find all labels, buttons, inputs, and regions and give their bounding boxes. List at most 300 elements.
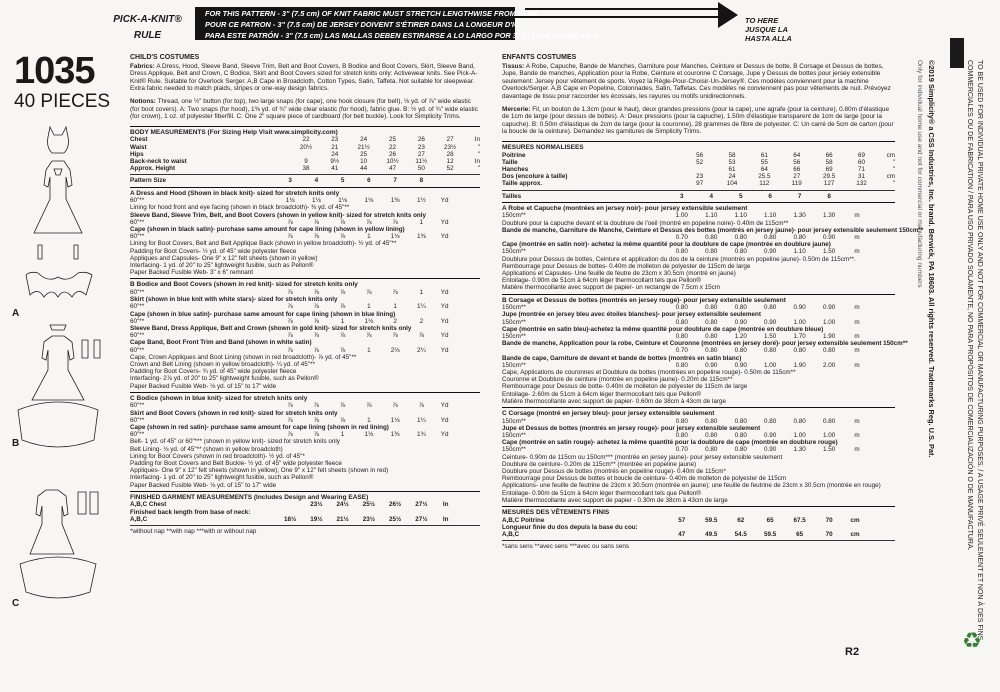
row-value: ⅞ xyxy=(339,218,346,226)
row-label: 60"** xyxy=(130,332,145,340)
row-value: ⅞ xyxy=(313,218,319,226)
english-a-text6: Appliques and Capsules- One 9" x 12" felt sheets (shown in yellow) xyxy=(130,254,318,262)
french-b-text3: Bande de manche, Application pour la robe, Ceinture et Couronne (montrées en jersey doré)- pour jersey extensible seulement 150cm** xyxy=(502,340,908,348)
english-column xyxy=(130,54,480,535)
row-value: ⅞ xyxy=(339,416,346,424)
row-value: 1⅛ xyxy=(311,197,321,205)
measurement-value: 22 xyxy=(302,136,310,144)
french-a-text3: Cape (montrée en satin noir)- achetez la même quantité pour la doublure de cape (montrée en doublure jaune) xyxy=(502,241,831,249)
french-size-row xyxy=(502,193,895,200)
row-value: ⅞ xyxy=(287,332,293,340)
row-value: 0.80 xyxy=(675,248,688,256)
english-title: CHILD'S COSTUMES xyxy=(130,54,200,61)
measurement-value: 29.5 xyxy=(822,173,836,181)
measurement-value: 52 xyxy=(696,158,704,166)
english-c-text3: Belt- 1 yd. of 45" or 60"*** (shown in yellow knit)- sized for stretch knits only xyxy=(130,438,340,446)
row-value: 0.90 xyxy=(822,233,836,241)
piece-count: 40 PIECES xyxy=(14,91,111,112)
view-b-illustration xyxy=(8,320,108,460)
legal-use-en: TO BE USED FOR INDIVIDUAL PRIVATE HOME USE ONLY AND NOT FOR COMMERCIAL OR MANUFACTURING PURPOSES. / A USAGE PRIVÉ SEULEMENT ET NON À DES FINS xyxy=(976,60,983,641)
row-value: ⅞ xyxy=(339,346,346,354)
measurement-label: Hips xyxy=(130,150,144,158)
french-c-line1 xyxy=(502,418,895,425)
stretch-arrow-line xyxy=(515,16,720,30)
row-value: ⅞ xyxy=(313,233,319,241)
measurement-value: 23 xyxy=(331,136,339,144)
english-footnote: *without nap **with nap ***with or without nap xyxy=(130,528,257,536)
measurement-value: 27 xyxy=(417,150,425,158)
row-value: 0.80 xyxy=(705,233,718,241)
english-b-line1 xyxy=(130,289,480,296)
row-value: 8 xyxy=(419,177,424,185)
row-value: 1 xyxy=(340,431,345,439)
row-label: 60"** xyxy=(130,416,145,424)
row-unit: Yd xyxy=(440,431,449,439)
measurement-value: 119 xyxy=(791,180,802,188)
to-here-en: TO HERE xyxy=(745,16,779,25)
hood-icon xyxy=(48,127,69,153)
mercerie-text: Fil, un bouton de 1.3cm (pour le haut), deux grandes pressions (pour la cape), une agrafe (pour la ceinture), 0.80m d'élastique de 1cm de large (pour dessus de bottes). A: Deux pressions (pour la capuche), 1.50m d'élastique transparent de 1cm de large (pour la capuche). B: 0.50m d'élastique de 2cm de large (pour la couronne), 28 grammes de fibre de polyester. C: Un carré de 5cm de carton (pour la boucle de la ceinture). Demandez les garnitures de Simplicity Trims. xyxy=(502,105,894,136)
measurement-row xyxy=(502,173,895,180)
measurement-value: 61 xyxy=(728,165,736,173)
measurement-value: 27 xyxy=(793,173,801,181)
measurement-value xyxy=(292,151,321,158)
row-value: 0.80 xyxy=(764,304,777,312)
english-b-line4 xyxy=(130,332,480,339)
english-a-text4: Lining for Boot Covers, Belt and Belt Applique Back (shown in yellow broadcloth)- ½ yd. of 45"** xyxy=(130,240,397,248)
measurement-value: 58 xyxy=(728,151,736,159)
row-label xyxy=(502,234,667,241)
row-value: 5 xyxy=(738,192,743,200)
row-unit: m xyxy=(854,304,860,312)
row-value: ⅞ xyxy=(287,346,293,354)
boot-cover-a-icon xyxy=(38,245,78,259)
row-value: 1¾ xyxy=(416,431,426,439)
english-body-measurements-table xyxy=(130,136,480,172)
row-unit: Yd xyxy=(440,218,449,226)
row-unit: In xyxy=(442,501,449,509)
measurement-label: Approx. Height xyxy=(130,165,176,173)
row-value: 6 xyxy=(367,177,371,185)
row-unit: Yd xyxy=(440,332,449,340)
row-value: ⅞ xyxy=(287,416,293,424)
french-c-text6: Rembourrage pour Dessus de bottes et boucle de ceinture- 0.40m de molleton de polyester de 115cm xyxy=(502,475,787,483)
measurement-value: 64 xyxy=(760,165,768,173)
row-value: 0.90 xyxy=(705,361,718,369)
french-c-line3 xyxy=(502,446,895,453)
french-a-text6: Entoilage- 0.90m de 51cm à 64cm léger thermocollant tels que Pellon® xyxy=(502,277,701,285)
row-value: 1⅜ xyxy=(416,233,426,241)
row-value: ⅞ xyxy=(418,332,424,340)
row-value: 0.90 xyxy=(734,318,747,326)
french-b-text9: Matière thermocollante avec support de papier- 0.60m de 38cm à 43cm de large xyxy=(502,397,727,405)
row-value: 49.5 xyxy=(705,531,718,539)
english-c-text5: Lining for Boot Covers (shown in red broadcloth)- ½ yd. of 45"* xyxy=(130,452,305,460)
measurement-value: 69 xyxy=(825,165,833,173)
measurement-label: Waist xyxy=(130,143,147,151)
english-b-text1: Skirt (shown in blue knit with white stars)- sized for stretch knits only xyxy=(130,296,338,304)
french-a-text2: Bande de manche, Garniture de Manche, Ceinture et Dessus des bottes (montrés en jersey jaune)- pour jersey extensible seulement 150cm** xyxy=(502,226,924,234)
measurement-row xyxy=(130,151,480,158)
row-value: ⅞ xyxy=(313,317,319,325)
english-c-text7: Appliques- One 9" x 12" felt sheets (shown in yellow); One 9" x 12" felt sheets (shown in red) xyxy=(130,467,389,475)
row-value: ⅞ xyxy=(287,317,293,325)
page-code: R2 xyxy=(845,646,860,658)
row-value: 25½ xyxy=(362,501,375,509)
english-finished-title: FINISHED GARMENT MEASUREMENTS (Includes Design and Wearing EASE) xyxy=(130,493,369,501)
english-a-text1: Lining for hood front and eye facing (shown in black broadcloth)- ⅜ yd. of 45"** xyxy=(130,204,350,212)
row-unit: m xyxy=(854,361,860,369)
row-value: 0.80 xyxy=(705,304,718,312)
english-a-text2: Sleeve Band, Sleeve Trim, Belt, and Boot Covers (shown in yellow knit)- sized for stretch knits only xyxy=(130,211,427,219)
english-pattern-size-row xyxy=(130,177,480,184)
row-unit: cm xyxy=(850,516,860,524)
french-finished-title: MESURES DES VÊTEMENTS FINIS xyxy=(502,509,610,517)
french-b-text8: Entoilage- 2.60m de 51cm à 64cm léger thermocollant tels que Pellon® xyxy=(502,390,701,398)
measurement-value: 60 xyxy=(857,158,865,166)
row-value: 1 xyxy=(419,288,424,296)
row-value: ⅞ xyxy=(339,303,346,311)
row-label: A,B,C xyxy=(130,515,148,523)
handwritten-use-text: Only for individual home use and not for commercial or manufacturing numbers xyxy=(916,60,923,288)
row-value: 0.90 xyxy=(734,361,747,369)
row-unit: Yd xyxy=(440,303,449,311)
row-unit: m xyxy=(854,318,860,326)
row-value: 7 xyxy=(393,177,397,185)
mercerie-label: Mercerie: xyxy=(502,105,531,113)
row-value: 0.80 xyxy=(793,417,806,425)
measurement-label: Back-neck to waist xyxy=(130,157,187,165)
row-value: 1 xyxy=(419,218,424,226)
row-value: 0.80 xyxy=(734,304,747,312)
row-label: 60"** xyxy=(130,303,145,311)
row-value: 0.80 xyxy=(734,233,747,241)
measurement-label: Dos (encolure à taille) xyxy=(502,173,568,181)
measurement-value: 50 xyxy=(417,165,425,173)
row-value: ⅞ xyxy=(313,288,319,296)
row-value: ⅞ xyxy=(418,402,424,410)
row-value: 24½ xyxy=(336,501,349,509)
row-label: A,B,C xyxy=(502,531,520,539)
measurement-unit: " xyxy=(892,158,895,166)
row-label: 150cm** xyxy=(502,304,526,312)
row-value: 0.80 xyxy=(734,417,747,425)
measurement-value: 25.5 xyxy=(758,173,771,181)
view-b-label: B xyxy=(12,438,20,449)
measurement-value: 23½ xyxy=(444,143,457,151)
measurement-value: 55 xyxy=(760,158,768,166)
row-value: 1⅛ xyxy=(364,197,374,205)
row-value: 0.80 xyxy=(705,347,718,355)
row-value: 0.80 xyxy=(705,432,718,440)
english-b-text6: Crown and Belt Lining (shown in yellow broadcloth)- ¼ yd. of 45"** xyxy=(130,361,315,369)
english-a-text8: Paper Backed Fusible Web- 3" x 6" remnant xyxy=(130,269,254,277)
measurement-value: 28 xyxy=(446,150,454,158)
row-value: 67.5 xyxy=(793,516,806,524)
measurement-value: 47 xyxy=(388,165,396,173)
view-a-illustration xyxy=(8,125,108,325)
row-value: 27½ xyxy=(415,501,428,509)
english-finished-chest xyxy=(130,501,480,508)
french-body-measurements-title: MESURES NORMALISEES xyxy=(502,143,584,151)
measurement-value: 69 xyxy=(857,151,865,159)
measurement-value: 52 xyxy=(446,165,454,173)
row-value: ⅞ xyxy=(366,402,372,410)
english-c-text4: Belt Lining- ⅛ yd. of 45"** (shown in yellow broadcloth) xyxy=(130,445,283,453)
french-b-line5 xyxy=(502,362,895,369)
row-label: 60"** xyxy=(130,431,145,439)
row-value: 0.80 xyxy=(675,432,688,440)
row-value: ⅞ xyxy=(313,303,319,311)
row-label xyxy=(502,347,667,354)
row-value: 1.00 xyxy=(822,318,836,326)
measurement-row xyxy=(502,159,895,166)
measurement-label: Taille approx. xyxy=(502,180,543,188)
row-value: 0.80 xyxy=(675,417,688,425)
row-value: 0.90 xyxy=(764,248,777,256)
french-finished-chest xyxy=(502,517,895,524)
english-b-line5 xyxy=(130,347,480,354)
french-c-text4: Doublure de ceinture- 0.20m de 115cm** (montrée en popeline jaune) xyxy=(502,460,697,468)
row-label: 150cm** xyxy=(502,361,526,369)
french-notions xyxy=(502,106,895,136)
row-value: 0.70 xyxy=(675,233,688,241)
row-value: 0.90 xyxy=(764,446,777,454)
measurement-value: 112 xyxy=(759,180,770,188)
measurement-unit: cm xyxy=(886,173,895,181)
measurement-value: 38 xyxy=(302,165,310,173)
row-value: 3 xyxy=(680,192,684,200)
row-value: 1.10 xyxy=(705,212,718,220)
row-unit: m xyxy=(854,432,860,440)
row-value: 1.30 xyxy=(793,212,806,220)
row-value: ⅞ xyxy=(392,402,398,410)
measurement-row xyxy=(130,144,480,151)
measurement-value: 24 xyxy=(728,173,736,181)
fabrics-label: Fabrics: xyxy=(130,62,155,70)
row-value: 2.00 xyxy=(822,361,836,369)
row-value: 0.90 xyxy=(764,318,777,326)
row-label: 60"** xyxy=(130,317,145,325)
row-value: 8 xyxy=(827,192,831,200)
measurement-row xyxy=(502,166,895,173)
measurement-value xyxy=(683,166,715,173)
row-value: 25½ xyxy=(388,515,402,523)
english-c-line2 xyxy=(130,417,480,424)
row-value: 1.10 xyxy=(793,248,806,256)
french-b-text1: Jupe (montrée en jersey bleu avec étoiles blanches)- pour jersey extensible seulement xyxy=(502,311,761,319)
row-unit: m xyxy=(854,212,860,220)
row-value: 0.80 xyxy=(764,233,777,241)
row-value: 0.70 xyxy=(675,347,688,355)
row-value: ⅞ xyxy=(287,218,293,226)
row-value: 1⅛ xyxy=(285,197,295,205)
row-value: 5 xyxy=(340,177,345,185)
english-a-text3: Cape (shown in black satin)- purchase same amount for cape lining (shown in yellow lining) xyxy=(130,225,405,233)
row-value: 0.80 xyxy=(705,332,718,340)
english-a-line2 xyxy=(130,219,480,226)
measurement-value: 44 xyxy=(360,165,368,173)
measurement-value: 24 xyxy=(331,150,339,158)
row-value: 1.00 xyxy=(764,361,777,369)
row-value: 1.30 xyxy=(793,446,806,454)
row-label: 150cm** xyxy=(502,417,526,425)
french-b-text2: Cape (montrée en satin bleu)-achetez la même quantité pour doublure de cape (montrée en doublure bleue) xyxy=(502,325,824,333)
french-c-text5: Doublure pour Dessus de bottes (montrés en popeline rouge)- 0.40m de 115cm* xyxy=(502,468,726,476)
dress-b-front-icon xyxy=(32,336,84,400)
row-value: ⅞ xyxy=(366,288,372,296)
row-value: 0.80 xyxy=(675,304,688,312)
row-value: 1.10 xyxy=(764,212,777,220)
pick-a-knit-bar xyxy=(195,7,599,40)
english-c-text8: Interfacing- 1 yd. of 20" to 25" lightweight fusible, such as Pellon® xyxy=(130,474,314,482)
row-label: Tailles xyxy=(502,192,522,200)
measurement-value: 56 xyxy=(793,158,801,166)
dress-a-front-icon xyxy=(34,161,82,233)
cape-a-bat-icon xyxy=(26,272,92,297)
row-value: 1 xyxy=(340,317,345,325)
english-b-text7: Padding for Boot Covers- ¾ yd. of 45" wide polyester fleece xyxy=(130,368,297,376)
english-b-text4: Cape Band, Boot Front Trim and Band (shown in white satin) xyxy=(130,339,312,347)
french-b-line4 xyxy=(502,347,895,354)
french-b-line3 xyxy=(502,333,895,340)
row-value: 4 xyxy=(709,192,713,200)
pak-line-es: PARA ESTE PATRÓN - 3" (7.5 cm) LAS MALLAS DEBEN ESTIRARSE A LO LARGO POR 3" (7.5 cm) DESDE AQUÍ xyxy=(205,31,599,40)
to-here-label xyxy=(745,16,860,43)
row-value: ⅞ xyxy=(313,431,319,439)
french-a-text1: Doublure pour la capuche devant et la doublure de l'oeil (montré en popeline noire)- 0.40m de 115cm** xyxy=(502,219,789,227)
french-a-line2 xyxy=(502,234,895,241)
french-b-line1 xyxy=(502,304,895,311)
notions-text: Thread, one ½" button (for top), two large snaps (for cape), one hook closure (for belt), ⅛ yd. of ⅞" wide elastic (for boot covers). A: Two snaps (for hood), 1⅜ yd. of ¾" wide clear elastic (for hood), fabric glue. B: ½ yd. of ¾" wide elastic (for crown), 1 oz. of polyester fiberfill. C: One 2" square piece of cardboard (for belt buckle). Look for Simplicity Trims. xyxy=(130,97,478,121)
french-c-text7: Applications- une feuille de feutrine de 23cm x 30.5cm (montrée en jaune); une feuille de feutrine de 23cm x 30.5cm (montrée en rouge) xyxy=(502,482,881,490)
row-value: 57 xyxy=(678,516,686,524)
measurement-value: 22 xyxy=(388,143,396,151)
row-value: 0.80 xyxy=(764,417,777,425)
english-c-text1: Skirt and Boot Covers (shown in red knit)- sized for stretch knits only xyxy=(130,409,338,417)
row-value: 0.80 xyxy=(764,347,777,355)
row-value: 1.00 xyxy=(793,432,806,440)
french-c-text3: Ceinture- 0.90m de 115cm ou 150cm*** (montrée en jersey jaune)- pour jersey extensible seulement xyxy=(502,453,783,461)
french-title: ENFANTS COSTUMES xyxy=(502,54,577,61)
measurement-unit: " xyxy=(477,165,480,173)
measurement-value: 11½ xyxy=(415,157,428,165)
measurement-value: 27 xyxy=(446,136,454,144)
fabrics-text: A Dress, Hood, Sleeve Band, Sleeve Trim, Belt and Boot Covers, B Bodice and Boot Covers, Skirt, Sleeve Band, Dress Applique, Belt and Crown, C Bodice, Skirt and Boot Covers sized for stretch knits only: Activewear knits. See Pick-A-Knit® Rule. Suitable for Overlock Serger. A,B Cape in Broadcloth, Cotton Types, Satin, Taffeta. Not suitable for sleepwear. Extra fabric needed to match plaids, stripes or one-way design fabrics. xyxy=(130,62,478,93)
row-value: 2⅛ xyxy=(390,346,400,354)
french-c-text2: Cape (montrée en satin rouge)- achetez la même quantité pour la doublure de cape (montrée en doublure rouge) xyxy=(502,439,838,447)
row-value: 1⅛ xyxy=(390,233,400,241)
row-value: 1⅛ xyxy=(364,317,374,325)
row-value: 1 xyxy=(393,303,397,311)
row-value: ⅞ xyxy=(339,288,346,296)
row-label: 60"** xyxy=(130,402,145,410)
pak-line-en: FOR THIS PATTERN - 3" (7.5 cm) OF KNIT FABRIC MUST STRETCH LENGTHWISE FROM HERE xyxy=(205,9,539,18)
row-unit: Yd xyxy=(440,346,449,354)
tissus-label: Tissus: xyxy=(502,62,525,70)
row-value: 21½ xyxy=(336,515,349,523)
crown-icon xyxy=(50,325,66,330)
row-unit: Yd xyxy=(440,288,449,296)
row-value: 2 xyxy=(393,317,397,325)
french-c-line2 xyxy=(502,432,895,439)
french-footnote: *sans sens **avec sens ***avec ou sans sens xyxy=(502,543,630,551)
row-value: 1¼ xyxy=(416,303,426,311)
measurement-row xyxy=(502,180,895,187)
row-label: A,B,C Poitrine xyxy=(502,516,545,524)
measurement-unit: " xyxy=(892,180,895,188)
row-value: ⅞ xyxy=(392,288,398,296)
measurement-label: Taille xyxy=(502,158,518,166)
english-finished-length xyxy=(130,516,480,523)
pak-label-line2: RULE xyxy=(133,30,162,41)
french-b-text5: Cape, Applications de couronnes et Doublure de bottes (montrées en popeline rouge)- 0.50m de 115cm** xyxy=(502,369,796,376)
row-value: 1.90 xyxy=(822,332,836,340)
english-finished-length-label: Finished back length from base of neck: xyxy=(130,508,251,516)
row-unit: Yd xyxy=(440,416,449,424)
row-value: 19½ xyxy=(310,515,323,523)
measurement-value: 66 xyxy=(825,151,833,159)
row-unit: cm xyxy=(850,531,860,539)
row-value: 70 xyxy=(825,531,833,539)
recycle-icon: ♻ xyxy=(962,628,982,653)
row-label: 150cm** xyxy=(502,318,526,326)
row-value: ⅞ xyxy=(287,303,293,311)
row-unit: Yd xyxy=(440,197,449,205)
row-value: 65 xyxy=(766,516,774,524)
measurement-value: 9 xyxy=(304,157,308,165)
french-section-a: A Robe et Capuche (montrées en jersey noir)- pour jersey extensible seulement xyxy=(502,204,748,212)
row-value: 1.00 xyxy=(675,212,688,220)
row-label: 60"** xyxy=(130,288,145,296)
row-value: ⅞ xyxy=(392,332,398,340)
row-value: 2¼ xyxy=(416,346,426,354)
row-unit: In xyxy=(442,515,449,523)
row-value: 1.10 xyxy=(734,212,747,220)
measurement-value: 53 xyxy=(728,158,736,166)
row-label: 60"** xyxy=(130,233,145,241)
french-b-text7: Rembourrage pour Dessus de botte- 0.40m de molleton de polyester de 115cm de large xyxy=(502,383,748,391)
row-value: 1⅛ xyxy=(390,416,400,424)
measurement-unit: " xyxy=(477,143,480,151)
measurement-value: 104 xyxy=(726,180,738,188)
row-unit: Yd xyxy=(440,317,449,325)
pak-line-fr: POUR CE PATRON - 3" (7.5 cm) DE JERSEY DOIVENT S'ÉTIRER DANS LA LONGEUR D'ICI xyxy=(205,20,522,29)
english-b-text5: Cape, Crown Appliques and Boot Lining (shown in red broadcloth)- ⅞ yd. of 45"** xyxy=(130,353,357,361)
to-here-fr: JUSQUE LA xyxy=(745,25,788,34)
row-value: 26½ xyxy=(388,501,402,509)
boot-cover-b-icon xyxy=(82,340,100,358)
row-value: ⅞ xyxy=(287,402,293,410)
row-value: 0.80 xyxy=(675,361,688,369)
french-a-text5: Applications et Capsules- Une feuille de feutre de 23cm x 30.5cm (montré en jaune) xyxy=(502,269,736,277)
row-label: 150cm** xyxy=(502,432,526,440)
row-value: 0.80 xyxy=(734,248,747,256)
row-value: ⅞ xyxy=(313,416,319,424)
row-value: 0.80 xyxy=(822,417,836,425)
measurement-unit: " xyxy=(892,165,895,173)
view-c-label: C xyxy=(12,598,20,609)
tissus-text: A Robe, Capuche, Bande de Manches, Garniture pour Manches, Ceinture et Dessus de botte, B Corsage et Dessus de bottes, Jupe, Bande de manches, Application pour la Robe, Ceinture et couronne C Corsage, Jupe y Dessus de bottes pour jersey extensible seulement: Jersey pour vêtement de sports. Voyez la Règle-Pour-Choisir-Un-Jersey®. Ces modèles conviennent pour la machine Overlock/Serger. A,B Cape en Popeline, Cotonnades, Satin, Taffetas. Ces modèles ne conviennent pas pour vêtements de nuit. Prévoyez davantage de tissu pour raccorder les écossais, les rayures ou motifs unidirectionnels. xyxy=(502,62,891,100)
english-b-text2: Cape (shown in blue satin)- purchase same amount for cape lining (shown in blue lining) xyxy=(130,310,396,318)
french-a-line1 xyxy=(502,212,895,219)
legal-use-fr: COMMERCIALES OU DE FABRICATION / PARA USO PRIVADO SOLAMENTE, NO PARA PROPÓSITOS DE COMERCIALIZACIÓN O DE MANUFACTURA. xyxy=(966,60,973,551)
simplicity-logo-icon xyxy=(950,38,964,68)
measurement-value: 66 xyxy=(793,165,801,173)
row-unit: m xyxy=(854,417,860,425)
row-value: ⅞ xyxy=(287,431,293,439)
measurement-value: 132 xyxy=(856,180,867,188)
